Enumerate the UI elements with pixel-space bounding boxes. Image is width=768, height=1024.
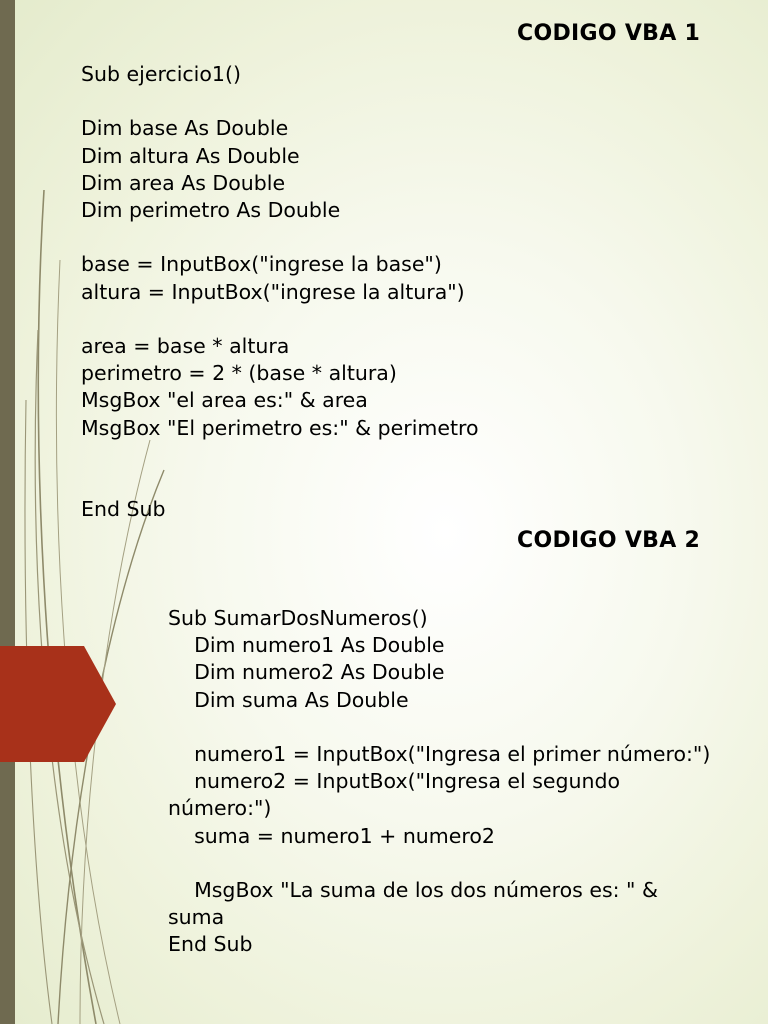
code-block-1: Sub ejercicio1() Dim base As Double Dim altura As Double Dim area As Double Dim perimetro As Double base = InputBox("ingrese la base") altura = InputBox("ingrese la altura") area = base * altura perimetro = 2 * (base * altura) MsgBox "el area es:" & area MsgBox "El perimetro es:" & perimetro End Sub [81,62,479,522]
code-title-2: CODIGO VBA 2 [517,528,701,553]
code-title-1: CODIGO VBA 1 [517,21,701,46]
code-block-2: Sub SumarDosNumeros() Dim numero1 As Double Dim numero2 As Double Dim suma As Double numero1 = InputBox("Ingresa el primer número:") numero2 = InputBox("Ingresa el segundo número:") suma = numero1 + numero2 MsgBox "La suma de los dos números es: " & suma End Sub [168,606,711,957]
red-arrow-tab [0,646,116,762]
